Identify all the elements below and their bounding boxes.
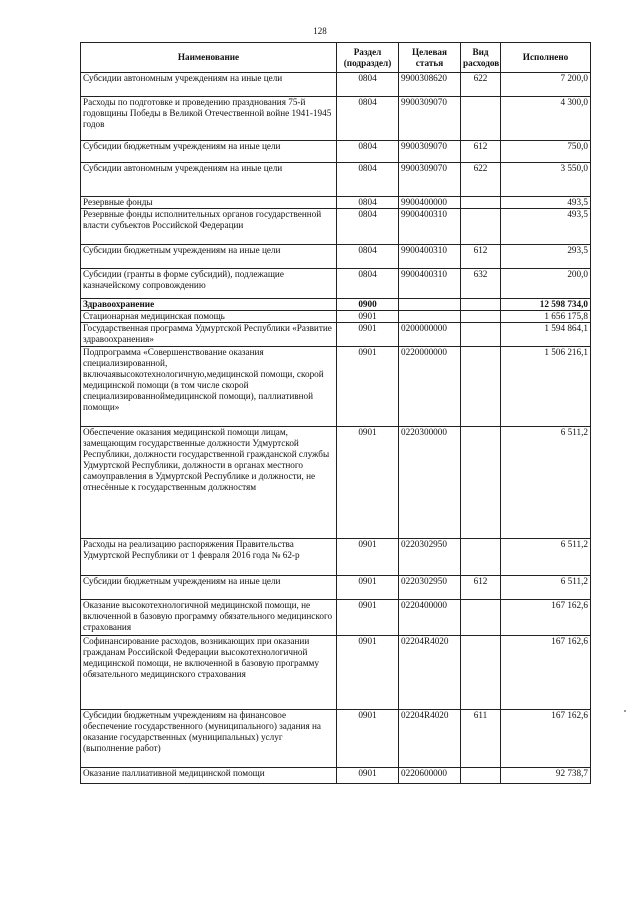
table-row [81, 600, 591, 636]
row-section: 0901 [337, 576, 399, 600]
row-amount: 6 511,2 [501, 576, 591, 600]
row-name: Резервные фонды исполнительных органов государственной власти субъектов Российской Федерации [81, 209, 337, 245]
budget-table [80, 42, 591, 784]
row-type [461, 636, 501, 710]
table-row [81, 163, 591, 197]
row-section: 0901 [337, 768, 399, 784]
row-name: Государственная программа Удмуртской Республики «Развитие здравоохранения» [81, 323, 337, 347]
row-type [461, 299, 501, 311]
row-type [461, 427, 501, 539]
table-row [81, 97, 591, 141]
table-row [81, 245, 591, 269]
row-target: 02204R4020 [399, 710, 461, 768]
row-amount: 1 594 864,1 [501, 323, 591, 347]
row-target: 9900309070 [399, 141, 461, 163]
row-type [461, 600, 501, 636]
row-type [461, 209, 501, 245]
row-target [399, 311, 461, 323]
row-section: 0901 [337, 539, 399, 576]
row-amount: 3 550,0 [501, 163, 591, 197]
table-row [81, 197, 591, 209]
row-amount: 6 511,2 [501, 539, 591, 576]
row-amount: 493,5 [501, 209, 591, 245]
row-target: 0220400000 [399, 600, 461, 636]
row-type: 612 [461, 141, 501, 163]
row-type [461, 97, 501, 141]
row-amount: 293,5 [501, 245, 591, 269]
row-target: 9900400310 [399, 209, 461, 245]
row-section: 0804 [337, 245, 399, 269]
table-row [81, 323, 591, 347]
row-name: Расходы по подготовке и проведению празднования 75-й годовщины Победы в Великой Отечественной войне 1941-1945 годов [81, 97, 337, 141]
row-target [399, 299, 461, 311]
row-section: 0901 [337, 427, 399, 539]
table-row [81, 311, 591, 323]
row-section: 0901 [337, 311, 399, 323]
row-amount: 167 162,6 [501, 600, 591, 636]
row-type: 612 [461, 576, 501, 600]
header-type: Вид расходов [461, 43, 501, 73]
row-target: 0200000000 [399, 323, 461, 347]
row-target: 9900309070 [399, 163, 461, 197]
table-row [81, 636, 591, 710]
row-amount: 6 511,2 [501, 427, 591, 539]
row-type: 612 [461, 245, 501, 269]
row-name: Стационарная медицинская помощь [81, 311, 337, 323]
row-name: Субсидии (гранты в форме субсидий), подлежащие казначейскому сопровождению [81, 269, 337, 299]
row-name: Расходы на реализацию распоряжения Правительства Удмуртской Республики от 1 февраля 2016 года № 62-р [81, 539, 337, 576]
row-name: Подпрограмма «Совершенствование оказания специализированной, включаявысокотехнологичную,медицинской помощи, скорой медицинской помощи (в том числе скорой специализированноймедицинской помощи), паллиативной помощи» [81, 347, 337, 427]
header-amount: Исполнено [501, 43, 591, 73]
row-section: 0901 [337, 636, 399, 710]
row-target: 9900400310 [399, 245, 461, 269]
row-amount: 1 506 216,1 [501, 347, 591, 427]
row-name: Здравоохранение [81, 299, 337, 311]
table-row [81, 299, 591, 311]
row-section: 0900 [337, 299, 399, 311]
scan-artifact [624, 710, 626, 712]
row-target: 0220302950 [399, 576, 461, 600]
row-section: 0804 [337, 163, 399, 197]
row-target: 9900400000 [399, 197, 461, 209]
table-row [81, 269, 591, 299]
table-header-row [81, 43, 591, 73]
row-name: Оказание высокотехнологичной медицинской помощи, не включенной в базовую программу обязательного медицинского страхования [81, 600, 337, 636]
row-name: Оказание паллиативной медицинской помощи [81, 768, 337, 784]
row-name: Субсидии автономным учреждениям на иные цели [81, 163, 337, 197]
row-section: 0804 [337, 141, 399, 163]
table-row [81, 73, 591, 97]
row-type: 622 [461, 163, 501, 197]
row-target: 0220300000 [399, 427, 461, 539]
page-number: 128 [313, 26, 327, 36]
row-amount: 12 598 734,0 [501, 299, 591, 311]
row-name: Субсидии бюджетным учреждениям на финансовое обеспечение государственного (муниципального) задания на оказание государственных (муниципальных) услуг (выполнение работ) [81, 710, 337, 768]
row-name: Субсидии бюджетным учреждениям на иные цели [81, 141, 337, 163]
table-row [81, 347, 591, 427]
row-section: 0804 [337, 269, 399, 299]
row-amount: 4 300,0 [501, 97, 591, 141]
row-target: 02204R4020 [399, 636, 461, 710]
row-amount: 493,5 [501, 197, 591, 209]
row-type [461, 539, 501, 576]
header-target: Целевая статья [399, 43, 461, 73]
table-row [81, 209, 591, 245]
row-name: Софинансирование расходов, возникающих при оказании гражданам Российской Федерации высокотехнологичной медицинской помощи, не включенной в базовую программу обязательного медицинского страхования [81, 636, 337, 710]
table-row [81, 710, 591, 768]
table-row [81, 141, 591, 163]
row-type: 632 [461, 269, 501, 299]
row-section: 0901 [337, 600, 399, 636]
row-section: 0804 [337, 197, 399, 209]
row-amount: 1 656 175,8 [501, 311, 591, 323]
row-target: 9900400310 [399, 269, 461, 299]
row-amount: 167 162,6 [501, 710, 591, 768]
row-section: 0804 [337, 209, 399, 245]
row-type [461, 347, 501, 427]
row-section: 0804 [337, 73, 399, 97]
row-target: 9900308620 [399, 73, 461, 97]
header-section: Раздел (подраздел) [337, 43, 399, 73]
row-section: 0901 [337, 710, 399, 768]
row-name: Резервные фонды [81, 197, 337, 209]
row-type [461, 768, 501, 784]
row-type [461, 197, 501, 209]
row-amount: 7 200,0 [501, 73, 591, 97]
table-body [81, 73, 591, 784]
row-amount: 167 162,6 [501, 636, 591, 710]
row-section: 0804 [337, 97, 399, 141]
row-name: Обеспечение оказания медицинской помощи лицам, замещающим государственные должности Удмуртской Республики, должности государственной гражданской службы Удмуртской Республики, должности в органах местного самоуправления в Удмуртской Республике и должности, не отнесённые к государственным должностям [81, 427, 337, 539]
row-name: Субсидии бюджетным учреждениям на иные цели [81, 576, 337, 600]
row-type: 622 [461, 73, 501, 97]
row-name: Субсидии бюджетным учреждениям на иные цели [81, 245, 337, 269]
row-target: 0220600000 [399, 768, 461, 784]
row-amount: 200,0 [501, 269, 591, 299]
row-target: 0220000000 [399, 347, 461, 427]
row-section: 0901 [337, 347, 399, 427]
table-row [81, 427, 591, 539]
row-amount: 92 738,7 [501, 768, 591, 784]
row-target: 9900309070 [399, 97, 461, 141]
table-row [81, 539, 591, 576]
row-type [461, 311, 501, 323]
table-row [81, 576, 591, 600]
row-amount: 750,0 [501, 141, 591, 163]
row-name: Субсидии автономным учреждениям на иные цели [81, 73, 337, 97]
row-target: 0220302950 [399, 539, 461, 576]
row-type [461, 323, 501, 347]
table-row [81, 768, 591, 784]
header-name: Наименование [81, 43, 337, 73]
row-section: 0901 [337, 323, 399, 347]
row-type: 611 [461, 710, 501, 768]
